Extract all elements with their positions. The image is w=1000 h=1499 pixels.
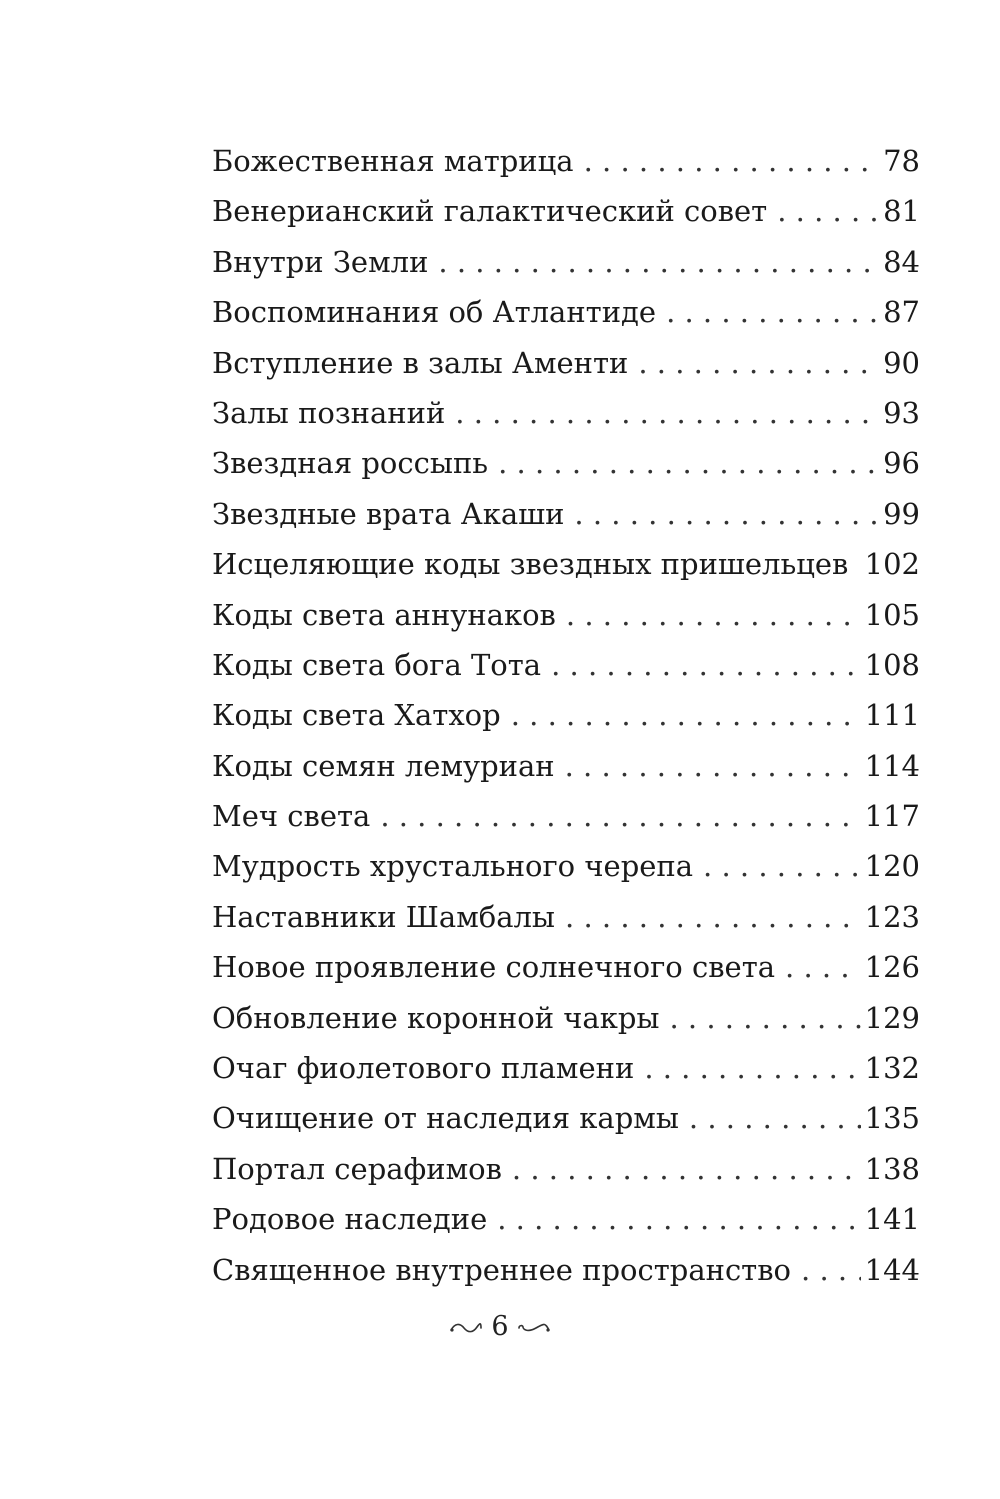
toc-entry-page: 84	[883, 244, 920, 279]
toc-entry-title: Портал серафимов	[212, 1151, 502, 1186]
toc-entry-page: 90	[883, 345, 920, 380]
toc-entry-title: Родовое наследие	[212, 1202, 488, 1237]
dot-leader	[551, 640, 861, 690]
dot-leader	[497, 1194, 860, 1244]
toc-entry-title: Коды света Хатхор	[212, 698, 501, 733]
swash-ornament-icon	[517, 1321, 551, 1335]
dot-leader	[455, 388, 879, 438]
toc-entry-title: Коды семян лемуриан	[212, 748, 555, 783]
toc-entry-page: 93	[883, 395, 920, 430]
toc-entry-title: Звездная россыпь	[212, 446, 489, 481]
dot-leader	[644, 1043, 860, 1093]
toc-entry-title: Божественная матрица	[212, 144, 574, 178]
toc-entry-title: Очищение от наследия кармы	[212, 1101, 679, 1136]
toc-entry-page: 123	[864, 899, 920, 934]
toc-entry-page: 114	[864, 748, 920, 783]
toc-entry-page: 132	[864, 1051, 920, 1086]
toc-entry[interactable]	[212, 438, 920, 488]
toc-entry-page: 87	[883, 295, 920, 330]
toc-entry[interactable]	[212, 186, 920, 236]
toc-entry[interactable]	[212, 942, 920, 992]
toc-entry[interactable]	[212, 590, 920, 640]
toc-entry-title: Воспоминания об Атлантиде	[212, 295, 657, 330]
toc-entry[interactable]	[212, 136, 920, 186]
dot-leader	[380, 791, 860, 841]
toc-entry[interactable]	[212, 841, 920, 891]
swash-ornament-icon	[449, 1321, 483, 1335]
toc-entry-title: Наставники Шамбалы	[212, 899, 556, 934]
toc-entry-page: 108	[864, 647, 920, 682]
toc-entry[interactable]	[212, 892, 920, 942]
toc-entry-title: Коды света аннунаков	[212, 597, 556, 632]
dot-leader	[565, 741, 861, 791]
toc-entry-page: 99	[883, 496, 920, 531]
toc-entry[interactable]	[212, 287, 920, 337]
toc-entry-title: Внутри Земли	[212, 244, 429, 279]
dot-leader	[689, 1093, 861, 1143]
dot-leader	[858, 539, 860, 589]
toc-entry-page: 129	[864, 1000, 920, 1035]
toc-entry[interactable]	[212, 690, 920, 740]
toc-entry-page: 138	[864, 1151, 920, 1186]
toc-entry-page: 117	[864, 799, 920, 834]
toc-entry-page: 102	[864, 547, 920, 582]
dot-leader	[511, 690, 861, 740]
toc-entry[interactable]	[212, 993, 920, 1043]
toc-entry-title: Вступление в залы Аменти	[212, 345, 629, 380]
dot-leader	[574, 489, 879, 539]
toc-entry-page: 141	[864, 1202, 920, 1237]
dot-leader	[666, 287, 879, 337]
dot-leader	[777, 186, 879, 236]
toc-entry[interactable]	[212, 1144, 920, 1194]
dot-leader	[785, 942, 861, 992]
toc-entry-page: 81	[883, 194, 920, 229]
toc-entry-page: 120	[864, 849, 920, 884]
dot-leader	[438, 237, 879, 287]
dot-leader	[703, 841, 861, 891]
toc-entry-title: Венерианский галактический совет	[212, 194, 768, 229]
toc-entry[interactable]	[212, 489, 920, 539]
toc-entry[interactable]	[212, 1245, 920, 1295]
dot-leader	[669, 993, 860, 1043]
dot-leader	[801, 1245, 861, 1295]
toc-entry[interactable]	[212, 388, 920, 438]
toc-entry[interactable]	[212, 1093, 920, 1143]
toc-entry[interactable]	[212, 741, 920, 791]
toc-entry-title: Обновление коронной чакры	[212, 1000, 660, 1035]
toc-entry-page: 105	[864, 597, 920, 632]
toc-entry-title: Священное внутреннее пространство	[212, 1252, 792, 1287]
toc-entry-page: 126	[864, 950, 920, 985]
table-of-contents	[212, 136, 920, 1295]
toc-entry[interactable]	[212, 338, 920, 388]
page-footer	[0, 1307, 1000, 1347]
toc-entry-title: Исцеляющие коды звездных пришельцев	[212, 547, 849, 582]
toc-entry-title: Звездные врата Акаши	[212, 496, 565, 531]
toc-entry-title: Коды света бога Тота	[212, 647, 542, 682]
toc-entry[interactable]	[212, 539, 920, 589]
toc-entry[interactable]	[212, 237, 920, 287]
toc-entry[interactable]	[212, 640, 920, 690]
toc-entry-page: 111	[864, 698, 920, 733]
dot-leader	[498, 438, 879, 488]
toc-entry[interactable]	[212, 1043, 920, 1093]
toc-entry-title: Новое проявление солнечного света	[212, 950, 776, 985]
dot-leader	[566, 590, 861, 640]
toc-entry-page: 78	[883, 144, 920, 178]
toc-entry[interactable]	[212, 791, 920, 841]
toc-entry[interactable]	[212, 1194, 920, 1244]
dot-leader	[584, 136, 880, 186]
dot-leader	[638, 338, 879, 388]
toc-entry-title: Мудрость хрустального черепа	[212, 849, 694, 884]
dot-leader	[565, 892, 861, 942]
toc-entry-title: Меч света	[212, 799, 371, 834]
page-number: 6	[491, 1311, 509, 1342]
toc-entry-title: Залы познаний	[212, 395, 446, 430]
toc-entry-title: Очаг фиолетового пламени	[212, 1051, 635, 1086]
toc-entry-page: 135	[864, 1101, 920, 1136]
dot-leader	[512, 1144, 861, 1194]
toc-entry-page: 96	[883, 446, 920, 481]
toc-entry-page: 144	[864, 1252, 920, 1287]
